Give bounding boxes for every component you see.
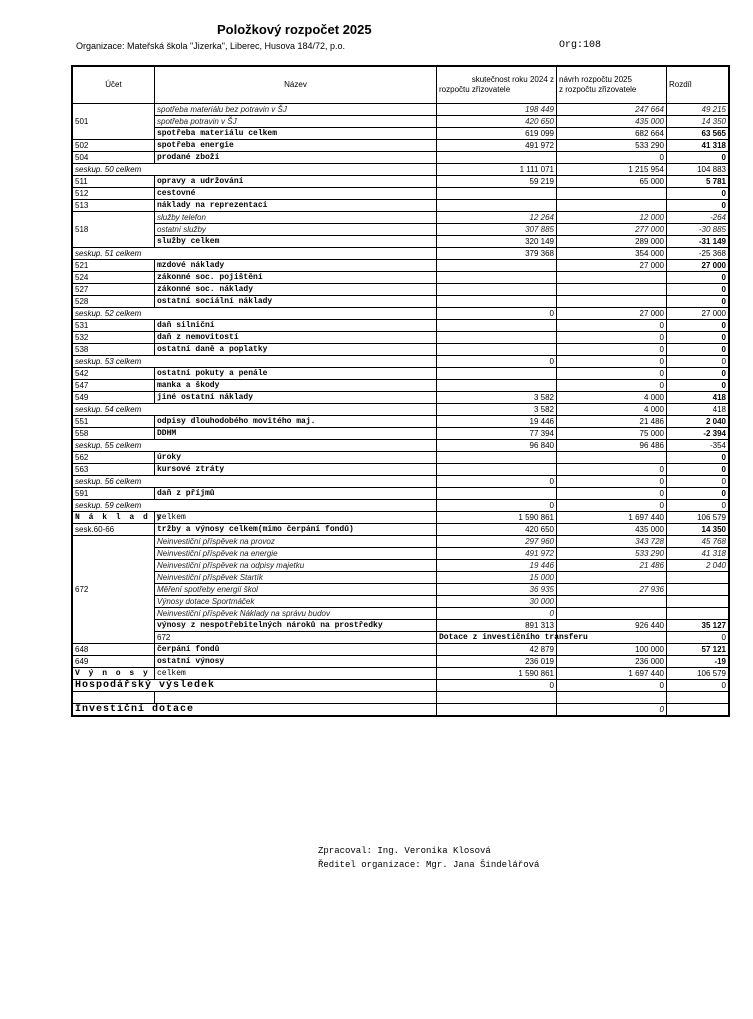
empty-cell: [667, 692, 729, 704]
proposal-value: 0: [557, 344, 667, 356]
total-suffix: celkem: [155, 668, 437, 680]
actual-value: [437, 260, 557, 272]
actual-value: 77 394: [437, 428, 557, 440]
account-code: 513: [73, 200, 155, 212]
empty-cell: [437, 692, 557, 704]
proposal-value: 21 486: [557, 560, 667, 572]
group-total-label: seskup. 59 celkem: [73, 500, 437, 512]
diff-value: -2 394: [667, 428, 729, 440]
actual-value: 15 000: [437, 572, 557, 584]
actual-value: 1 590 861: [437, 668, 557, 680]
diff-value: [667, 608, 729, 620]
table-row: [73, 224, 729, 236]
table-row: [73, 308, 729, 320]
actual-value: 0: [437, 680, 557, 692]
diff-value: [667, 704, 729, 716]
account-code: 542: [73, 368, 155, 380]
actual-value: 96 840: [437, 440, 557, 452]
table-row: [73, 404, 729, 416]
proposal-value: 1 697 440: [557, 668, 667, 680]
proposal-value: 0: [557, 476, 667, 488]
diff-value: 45 768: [667, 536, 729, 548]
table-row: [73, 140, 729, 152]
proposal-value: [557, 284, 667, 296]
account-code: 563: [73, 464, 155, 476]
proposal-value: 27 000: [557, 260, 667, 272]
table-row: [73, 608, 729, 620]
table-row: [73, 260, 729, 272]
table-row: [73, 416, 729, 428]
table-row: [73, 344, 729, 356]
proposal-value: 435 000: [557, 524, 667, 536]
prepared-by: Zpracoval: Ing. Veronika Klosová: [318, 846, 491, 856]
proposal-value: 0: [557, 488, 667, 500]
table-row: [73, 128, 729, 140]
actual-value: 0: [437, 356, 557, 368]
actual-value: 379 368: [437, 248, 557, 260]
account-code: 562: [73, 452, 155, 464]
account-code: sesk.60-66: [73, 524, 155, 536]
account-code: 649: [73, 656, 155, 668]
account-code: 511: [73, 176, 155, 188]
diff-value: 0: [667, 320, 729, 332]
group-total-label: seskup. 56 celkem: [73, 476, 437, 488]
diff-value: 106 579: [667, 512, 729, 524]
actual-value: 0: [437, 500, 557, 512]
item-name: DDHM: [155, 428, 437, 440]
diff-value: 0: [667, 500, 729, 512]
table-row: [73, 440, 729, 452]
actual-value: 1 590 861: [437, 512, 557, 524]
table-row: [73, 692, 729, 704]
actual-value: [437, 380, 557, 392]
diff-value: 0: [667, 200, 729, 212]
header-actual: [437, 67, 557, 104]
empty-cell: [557, 692, 667, 704]
item-name: cestovné: [155, 188, 437, 200]
account-code: 502: [73, 140, 155, 152]
item-name: úroky: [155, 452, 437, 464]
total-label: V ý n o s y: [73, 668, 155, 680]
proposal-value: [557, 572, 667, 584]
diff-value: 0: [667, 356, 729, 368]
table-row: [73, 116, 729, 128]
diff-value: 41 318: [667, 140, 729, 152]
proposal-value: 12 000: [557, 212, 667, 224]
org-code: Org:108: [559, 40, 602, 51]
proposal-value: 21 486: [557, 416, 667, 428]
item-name: spotřeba potravin v ŠJ: [155, 116, 437, 128]
group-total-label: seskup. 54 celkem: [73, 404, 437, 416]
diff-value: -19: [667, 656, 729, 668]
proposal-value: 0: [557, 320, 667, 332]
diff-value: 0: [667, 476, 729, 488]
diff-value: 104 883: [667, 164, 729, 176]
proposal-value: 247 664: [557, 104, 667, 116]
header-actual-line1: skutečnost roku 2024 z: [471, 75, 554, 84]
header-account: Účet: [73, 67, 155, 104]
actual-value: [437, 332, 557, 344]
actual-value: [437, 272, 557, 284]
group-total-label: seskup. 53 celkem: [73, 356, 437, 368]
table-row: [73, 236, 729, 248]
account-code: 528: [73, 296, 155, 308]
actual-value: [437, 284, 557, 296]
account-code: 551: [73, 416, 155, 428]
item-name: služby telefon: [155, 212, 437, 224]
diff-value: 2 040: [667, 560, 729, 572]
diff-value: 0: [667, 452, 729, 464]
proposal-value: 27 936: [557, 584, 667, 596]
item-name: ostatní služby: [155, 224, 437, 236]
table-row: [73, 476, 729, 488]
table-row: [73, 368, 729, 380]
account-code: 531: [73, 320, 155, 332]
table-row: [73, 380, 729, 392]
item-name: výnosy z nespotřebitelných nároků na prostředky: [155, 620, 437, 632]
diff-value: 0: [667, 680, 729, 692]
proposal-value: 1 697 440: [557, 512, 667, 524]
actual-value: 0: [437, 308, 557, 320]
diff-value: 0: [667, 296, 729, 308]
item-name: Měření spotřeby energií škol: [155, 584, 437, 596]
table-row: [73, 632, 729, 644]
diff-value: 418: [667, 404, 729, 416]
item-name: prodané zboží: [155, 152, 437, 164]
item-name: jiné ostatní náklady: [155, 392, 437, 404]
table-row: [73, 272, 729, 284]
actual-value: 59 219: [437, 176, 557, 188]
diff-value: 0: [667, 464, 729, 476]
proposal-value: 289 000: [557, 236, 667, 248]
account-code: 524: [73, 272, 155, 284]
item-name: ostatní daně a poplatky: [155, 344, 437, 356]
result-label: Hospodářský výsledek: [73, 680, 437, 692]
table-row: [73, 668, 729, 680]
diff-value: [667, 584, 729, 596]
proposal-value: 0: [557, 356, 667, 368]
table-row: [73, 620, 729, 632]
item-name: Neinvestiční příspěvek na energie: [155, 548, 437, 560]
empty-cell: [73, 692, 155, 704]
document-title: Položkový rozpočet 2025: [217, 22, 372, 37]
table-row: [73, 392, 729, 404]
proposal-value: [557, 188, 667, 200]
item-name: zákonné soc. náklady: [155, 284, 437, 296]
actual-value: 19 446: [437, 416, 557, 428]
header-diff: Rozdíl: [667, 67, 729, 104]
account-code: 591: [73, 488, 155, 500]
diff-value: 5 781: [667, 176, 729, 188]
item-name: spotřeba energie: [155, 140, 437, 152]
total-label: N á k l a d y: [73, 512, 155, 524]
header-proposal-line2: z rozpočtu zřizovatele: [559, 85, 637, 94]
item-name: mzdové náklady: [155, 260, 437, 272]
diff-value: -354: [667, 440, 729, 452]
account-code: 538: [73, 344, 155, 356]
group-total-label: seskup. 51 celkem: [73, 248, 437, 260]
table-row: [73, 524, 729, 536]
table-row: [73, 356, 729, 368]
proposal-value: [557, 452, 667, 464]
actual-value: 297 960: [437, 536, 557, 548]
table-row: [73, 500, 729, 512]
item-name: kursové ztráty: [155, 464, 437, 476]
item-name: odpisy dlouhodobého movitého maj.: [155, 416, 437, 428]
proposal-value: [557, 608, 667, 620]
account-code: 527: [73, 284, 155, 296]
header-actual-line2: rozpočtu zřizovatele: [439, 85, 511, 94]
item-name: ostatní sociální náklady: [155, 296, 437, 308]
table-row: [73, 704, 729, 716]
header-proposal: [557, 67, 667, 104]
investment-label: Investiční dotace: [73, 704, 437, 716]
diff-value: 49 215: [667, 104, 729, 116]
actual-value: 198 449: [437, 104, 557, 116]
account-code: 648: [73, 644, 155, 656]
actual-value: 619 099: [437, 128, 557, 140]
proposal-value: 0: [557, 152, 667, 164]
account-code: 558: [73, 428, 155, 440]
proposal-value: 0: [557, 500, 667, 512]
item-name: zákonné soc. pojištění: [155, 272, 437, 284]
proposal-value: 0: [557, 704, 667, 716]
proposal-value: [557, 596, 667, 608]
diff-value: 0: [667, 344, 729, 356]
proposal-value: 236 000: [557, 656, 667, 668]
budget-table: [72, 66, 729, 716]
actual-value: 491 972: [437, 548, 557, 560]
item-name: manka a škody: [155, 380, 437, 392]
table-row: [73, 320, 729, 332]
proposal-value: 277 000: [557, 224, 667, 236]
table-row: [73, 428, 729, 440]
actual-value: 30 000: [437, 596, 557, 608]
actual-value: 891 313: [437, 620, 557, 632]
proposal-value: [557, 200, 667, 212]
actual-value: 12 264: [437, 212, 557, 224]
item-name: opravy a udržování: [155, 176, 437, 188]
actual-value: 36 935: [437, 584, 557, 596]
diff-value: 0: [667, 368, 729, 380]
proposal-value: [557, 272, 667, 284]
proposal-value: [557, 296, 667, 308]
item-name: služby celkem: [155, 236, 437, 248]
account-code: 549: [73, 392, 155, 404]
proposal-value: 1 215 954: [557, 164, 667, 176]
proposal-value: 0: [557, 368, 667, 380]
diff-value: -30 885: [667, 224, 729, 236]
table-row: [73, 152, 729, 164]
table-row: [73, 176, 729, 188]
item-name: Neinvestiční příspěvek na odpisy majetku: [155, 560, 437, 572]
item-name: čerpání fondů: [155, 644, 437, 656]
item-name: spotřeba materiálu bez potravin v ŠJ: [155, 104, 437, 116]
proposal-value: 926 440: [557, 620, 667, 632]
actual-value: 320 149: [437, 236, 557, 248]
table-row: [73, 284, 729, 296]
proposal-value: 27 000: [557, 308, 667, 320]
table-row: [73, 536, 729, 548]
diff-value: -264: [667, 212, 729, 224]
actual-value: [437, 704, 557, 716]
actual-value: [437, 200, 557, 212]
actual-value: 0: [437, 608, 557, 620]
actual-value: [437, 152, 557, 164]
item-name: spotřeba materiálu celkem: [155, 128, 437, 140]
account-code: 501: [73, 104, 155, 140]
proposal-value: 0: [557, 464, 667, 476]
proposal-value: 100 000: [557, 644, 667, 656]
group-total-label: seskup. 52 celkem: [73, 308, 437, 320]
table-row: [73, 584, 729, 596]
table-row: [73, 296, 729, 308]
actual-value: 3 582: [437, 404, 557, 416]
proposal-value: 0: [557, 380, 667, 392]
group-total-label: seskup. 50 celkem: [73, 164, 437, 176]
diff-value: 63 565: [667, 128, 729, 140]
proposal-value: 96 486: [557, 440, 667, 452]
item-name: Dotace z investičního transferu: [437, 632, 557, 644]
proposal-value: 533 290: [557, 140, 667, 152]
item-name: Neinvestiční příspěvek Náklady na správu budov: [155, 608, 437, 620]
table-row: [73, 656, 729, 668]
actual-value: 42 879: [437, 644, 557, 656]
table-row: [73, 560, 729, 572]
table-row: [73, 596, 729, 608]
diff-value: 0: [667, 188, 729, 200]
account-code: 672: [155, 632, 437, 644]
table-row: [73, 104, 729, 116]
item-name: náklady na reprezentaci: [155, 200, 437, 212]
diff-value: [667, 572, 729, 584]
proposal-value: 343 728: [557, 536, 667, 548]
account-code: 672: [73, 536, 155, 644]
actual-value: [437, 296, 557, 308]
proposal-value: 0: [557, 332, 667, 344]
account-code: 521: [73, 260, 155, 272]
diff-value: 2 040: [667, 416, 729, 428]
table-row: [73, 512, 729, 524]
diff-value: 14 350: [667, 116, 729, 128]
actual-value: 1 111 071: [437, 164, 557, 176]
account-code: 504: [73, 152, 155, 164]
total-suffix: celkem: [155, 512, 437, 524]
item-name: Neinvestiční příspěvek Startík: [155, 572, 437, 584]
table-row: [73, 200, 729, 212]
diff-value: 0: [667, 284, 729, 296]
item-name: daň z nemovitostí: [155, 332, 437, 344]
item-name: Výnosy dotace Sportmáček: [155, 596, 437, 608]
proposal-value: 435 000: [557, 116, 667, 128]
organization-line: Organizace: Mateřská škola "Jizerka", Liberec, Husova 184/72, p.o.: [76, 41, 346, 51]
director: Ředitel organizace: Mgr. Jana Šindelářová: [318, 860, 540, 870]
empty-cell: [155, 692, 437, 704]
table-row: [73, 212, 729, 224]
diff-value: 0: [667, 272, 729, 284]
actual-value: 0: [437, 476, 557, 488]
diff-value: 106 579: [667, 668, 729, 680]
diff-value: -31 149: [667, 236, 729, 248]
proposal-value: 75 000: [557, 428, 667, 440]
item-name: tržby a výnosy celkem(mimo čerpání fondů): [155, 524, 437, 536]
table-row: [73, 164, 729, 176]
actual-value: [437, 452, 557, 464]
diff-value: 418: [667, 392, 729, 404]
diff-value: 57 121: [667, 644, 729, 656]
actual-value: 491 972: [437, 140, 557, 152]
diff-value: -25 368: [667, 248, 729, 260]
diff-value: 0: [667, 488, 729, 500]
table-row: [73, 548, 729, 560]
actual-value: [437, 320, 557, 332]
actual-value: 236 019: [437, 656, 557, 668]
table-row: [73, 332, 729, 344]
table-row: [73, 248, 729, 260]
actual-value: 307 885: [437, 224, 557, 236]
account-code: 518: [73, 212, 155, 248]
actual-value: 420 650: [437, 116, 557, 128]
group-total-label: seskup. 55 celkem: [73, 440, 437, 452]
actual-value: [437, 344, 557, 356]
actual-value: [437, 188, 557, 200]
diff-value: 27 000: [667, 308, 729, 320]
table-row: [73, 188, 729, 200]
table-row: [73, 644, 729, 656]
proposal-value: 533 290: [557, 548, 667, 560]
diff-value: 0: [667, 332, 729, 344]
diff-value: [667, 596, 729, 608]
actual-value: [437, 464, 557, 476]
item-name: daň z příjmů: [155, 488, 437, 500]
actual-value: [437, 368, 557, 380]
diff-value: 14 350: [667, 524, 729, 536]
header-name: Název: [155, 67, 437, 104]
proposal-value: 0: [667, 632, 729, 644]
item-name: ostatní výnosy: [155, 656, 437, 668]
table-row: [73, 488, 729, 500]
proposal-value: 4 000: [557, 392, 667, 404]
diff-value: 27 000: [667, 260, 729, 272]
item-name: Neinvestiční příspěvek na provoz: [155, 536, 437, 548]
item-name: ostatní pokuty a penále: [155, 368, 437, 380]
diff-value: 35 127: [667, 620, 729, 632]
actual-value: 3 582: [437, 392, 557, 404]
proposal-value: 354 000: [557, 248, 667, 260]
actual-value: 420 650: [437, 524, 557, 536]
diff-value: 41 318: [667, 548, 729, 560]
table-header-row: [73, 67, 729, 104]
table-row: [73, 572, 729, 584]
proposal-value: 65 000: [557, 176, 667, 188]
account-code: 532: [73, 332, 155, 344]
diff-value: 0: [667, 380, 729, 392]
diff-value: 0: [667, 152, 729, 164]
proposal-value: 0: [557, 680, 667, 692]
account-code: 512: [73, 188, 155, 200]
table-row: [73, 452, 729, 464]
item-name: daň silniční: [155, 320, 437, 332]
actual-value: [437, 488, 557, 500]
table-row: [73, 680, 729, 692]
proposal-value: 4 000: [557, 404, 667, 416]
header-proposal-line1: návrh rozpočtu 2025: [559, 75, 632, 84]
proposal-value: 682 664: [557, 128, 667, 140]
account-code: 547: [73, 380, 155, 392]
actual-value: 19 446: [437, 560, 557, 572]
table-row: [73, 464, 729, 476]
